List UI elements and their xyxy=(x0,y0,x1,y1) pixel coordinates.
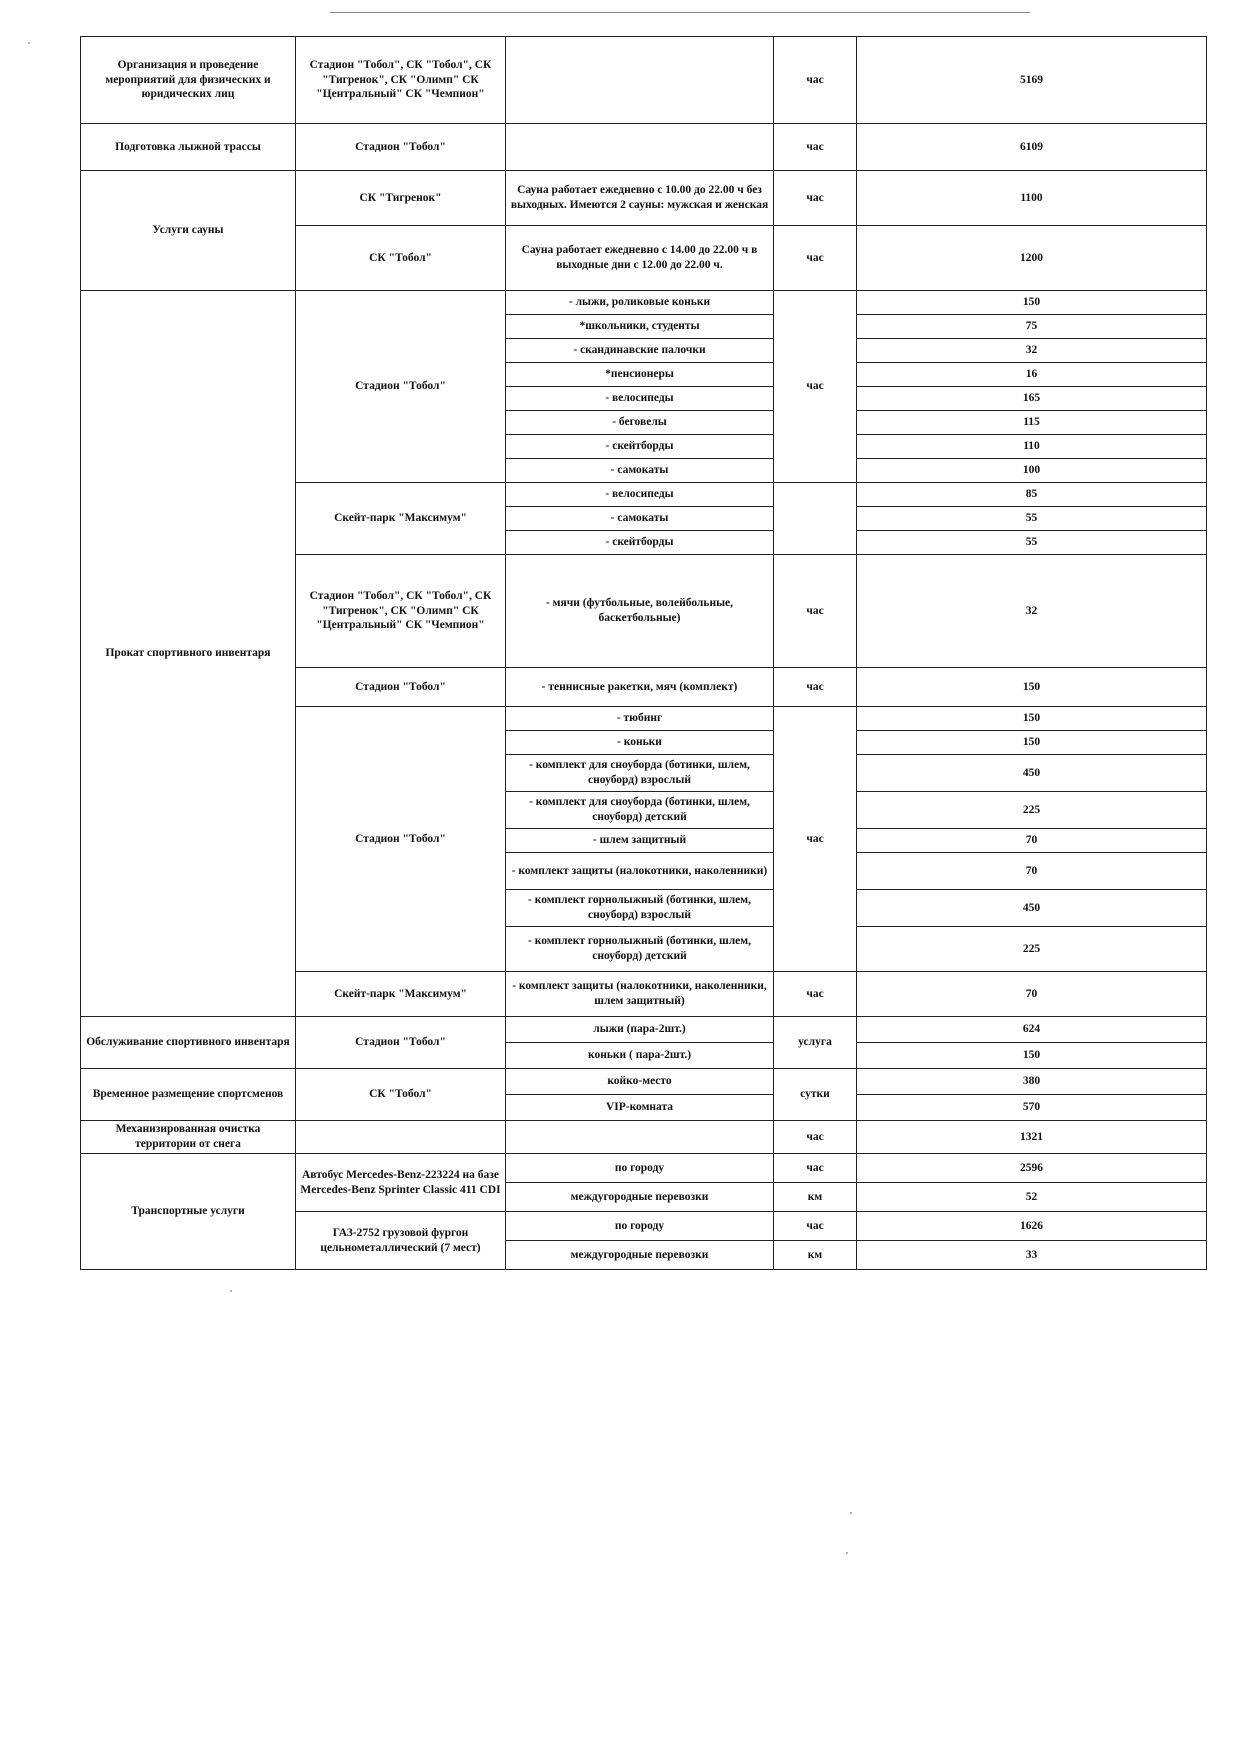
item-cell: - тюбинг xyxy=(506,707,774,731)
price-cell: 6109 xyxy=(857,124,1207,171)
item-cell: - теннисные ракетки, мяч (комплект) xyxy=(506,668,774,707)
price-cell: 55 xyxy=(857,507,1207,531)
service-name: Транспортные услуги xyxy=(81,1154,296,1270)
place-cell: СК "Тобол" xyxy=(296,226,506,291)
item-cell: - комплект для сноуборда (ботинки, шлем, сноуборд) детский xyxy=(506,792,774,829)
place-cell xyxy=(296,1121,506,1154)
price-cell: 5169 xyxy=(857,37,1207,124)
price-cell: 624 xyxy=(857,1017,1207,1043)
place-cell: Стадион "Тобол" xyxy=(296,707,506,972)
table-row xyxy=(81,1121,1207,1154)
item-cell: Сауна работает ежедневно с 14.00 до 22.00 ч в выходные дни с 12.00 до 22.00 ч. xyxy=(506,226,774,291)
item-cell: - мячи (футбольные, волейбольные, баскетбольные) xyxy=(506,555,774,668)
item-cell: - самокаты xyxy=(506,459,774,483)
table-row xyxy=(81,1017,1207,1043)
item-cell: *школьники, студенты xyxy=(506,315,774,339)
item-cell: - лыжи, роликовые коньки xyxy=(506,291,774,315)
table-row xyxy=(81,291,1207,315)
item-cell: по городу xyxy=(506,1212,774,1241)
item-cell: - велосипеды xyxy=(506,387,774,411)
table-row xyxy=(81,1154,1207,1183)
price-cell: 450 xyxy=(857,755,1207,792)
price-cell: 150 xyxy=(857,291,1207,315)
unit-cell: час xyxy=(774,291,857,483)
item-cell: коньки ( пара-2шт.) xyxy=(506,1043,774,1069)
unit-cell: час xyxy=(774,555,857,668)
price-cell: 85 xyxy=(857,483,1207,507)
service-name: Временное размещение спортсменов xyxy=(81,1069,296,1121)
place-cell: Стадион "Тобол", СК "Тобол", СК "Тигренок", СК "Олимп" СК "Центральный" СК "Чемпион" xyxy=(296,37,506,124)
unit-cell: км xyxy=(774,1183,857,1212)
service-name: Организация и проведение мероприятий для физических и юридических лиц xyxy=(81,37,296,124)
item-cell: по городу xyxy=(506,1154,774,1183)
price-cell: 115 xyxy=(857,411,1207,435)
item-cell: - шлем защитный xyxy=(506,829,774,853)
table-row xyxy=(81,171,1207,226)
item-cell: - комплект защиты (налокотники, наколенники, шлем защитный) xyxy=(506,972,774,1017)
item-cell: - скейтборды xyxy=(506,531,774,555)
price-cell: 33 xyxy=(857,1241,1207,1270)
item-cell: койко-место xyxy=(506,1069,774,1095)
item-cell: Сауна работает ежедневно с 10.00 до 22.00 ч без выходных. Имеются 2 сауны: мужская и женская xyxy=(506,171,774,226)
unit-cell: час xyxy=(774,1121,857,1154)
price-cell: 110 xyxy=(857,435,1207,459)
price-cell: 16 xyxy=(857,363,1207,387)
scan-speck xyxy=(850,1512,852,1514)
item-cell xyxy=(506,37,774,124)
item-cell: - велосипеды xyxy=(506,483,774,507)
unit-cell: час xyxy=(774,1212,857,1241)
place-cell: СК "Тобол" xyxy=(296,1069,506,1121)
price-cell: 165 xyxy=(857,387,1207,411)
item-cell: - комплект защиты (налокотники, наколенники) xyxy=(506,853,774,890)
price-cell: 1100 xyxy=(857,171,1207,226)
scan-speck xyxy=(230,1290,232,1292)
scan-edge-line xyxy=(330,12,1030,13)
item-cell: - комплект горнолыжный (ботинки, шлем, сноуборд) взрослый xyxy=(506,890,774,927)
item-cell: - скейтборды xyxy=(506,435,774,459)
table-row xyxy=(81,37,1207,124)
item-cell: - коньки xyxy=(506,731,774,755)
service-name: Прокат спортивного инвентаря xyxy=(81,291,296,1017)
price-cell: 70 xyxy=(857,853,1207,890)
unit-cell: услуга xyxy=(774,1017,857,1069)
price-cell: 2596 xyxy=(857,1154,1207,1183)
price-cell: 100 xyxy=(857,459,1207,483)
unit-cell: час xyxy=(774,1154,857,1183)
price-cell: 225 xyxy=(857,792,1207,829)
unit-cell xyxy=(774,483,857,555)
place-cell: Автобус Mercedes-Benz-223224 на базе Mercedes-Benz Sprinter Classic 411 CDI xyxy=(296,1154,506,1212)
place-cell: ГАЗ-2752 грузовой фургон цельнометаллический (7 мест) xyxy=(296,1212,506,1270)
price-cell: 75 xyxy=(857,315,1207,339)
place-cell: Стадион "Тобол" xyxy=(296,668,506,707)
price-cell: 52 xyxy=(857,1183,1207,1212)
price-cell: 55 xyxy=(857,531,1207,555)
scan-speck xyxy=(846,1552,848,1554)
service-name: Обслуживание спортивного инвентаря xyxy=(81,1017,296,1069)
price-cell: 150 xyxy=(857,707,1207,731)
place-cell: Стадион "Тобол" xyxy=(296,291,506,483)
price-cell: 225 xyxy=(857,927,1207,972)
unit-cell: час xyxy=(774,226,857,291)
unit-cell: час xyxy=(774,707,857,972)
scan-speck xyxy=(28,42,30,44)
unit-cell: км xyxy=(774,1241,857,1270)
item-cell: - беговелы xyxy=(506,411,774,435)
price-cell: 32 xyxy=(857,555,1207,668)
tariff-table xyxy=(80,36,1207,1270)
item-cell: междугородные перевозки xyxy=(506,1241,774,1270)
price-cell: 70 xyxy=(857,829,1207,853)
unit-cell: час xyxy=(774,668,857,707)
item-cell: лыжи (пара-2шт.) xyxy=(506,1017,774,1043)
price-cell: 70 xyxy=(857,972,1207,1017)
service-name: Подготовка лыжной трассы xyxy=(81,124,296,171)
item-cell: - скандинавские палочки xyxy=(506,339,774,363)
place-cell: Стадион "Тобол" xyxy=(296,124,506,171)
price-cell: 1321 xyxy=(857,1121,1207,1154)
place-cell: Стадион "Тобол" xyxy=(296,1017,506,1069)
item-cell xyxy=(506,124,774,171)
price-cell: 150 xyxy=(857,731,1207,755)
service-name: Услуги сауны xyxy=(81,171,296,291)
place-cell: СК "Тигренок" xyxy=(296,171,506,226)
unit-cell: час xyxy=(774,171,857,226)
price-cell: 570 xyxy=(857,1095,1207,1121)
service-name: Механизированная очистка территории от снега xyxy=(81,1121,296,1154)
item-cell: - самокаты xyxy=(506,507,774,531)
unit-cell: сутки xyxy=(774,1069,857,1121)
item-cell: - комплект для сноуборда (ботинки, шлем, сноуборд) взрослый xyxy=(506,755,774,792)
item-cell: VIP-комната xyxy=(506,1095,774,1121)
place-cell: Скейт-парк "Максимум" xyxy=(296,972,506,1017)
price-cell: 380 xyxy=(857,1069,1207,1095)
item-cell xyxy=(506,1121,774,1154)
item-cell: междугородные перевозки xyxy=(506,1183,774,1212)
item-cell: *пенсионеры xyxy=(506,363,774,387)
price-cell: 1200 xyxy=(857,226,1207,291)
price-cell: 150 xyxy=(857,1043,1207,1069)
table-row xyxy=(81,124,1207,171)
unit-cell: час xyxy=(774,972,857,1017)
unit-cell: час xyxy=(774,37,857,124)
price-cell: 450 xyxy=(857,890,1207,927)
price-cell: 32 xyxy=(857,339,1207,363)
place-cell: Стадион "Тобол", СК "Тобол", СК "Тигренок", СК "Олимп" СК "Центральный" СК "Чемпион" xyxy=(296,555,506,668)
unit-cell: час xyxy=(774,124,857,171)
price-cell: 1626 xyxy=(857,1212,1207,1241)
place-cell: Скейт-парк "Максимум" xyxy=(296,483,506,555)
table-row xyxy=(81,1069,1207,1095)
price-cell: 150 xyxy=(857,668,1207,707)
item-cell: - комплект горнолыжный (ботинки, шлем, сноуборд) детский xyxy=(506,927,774,972)
